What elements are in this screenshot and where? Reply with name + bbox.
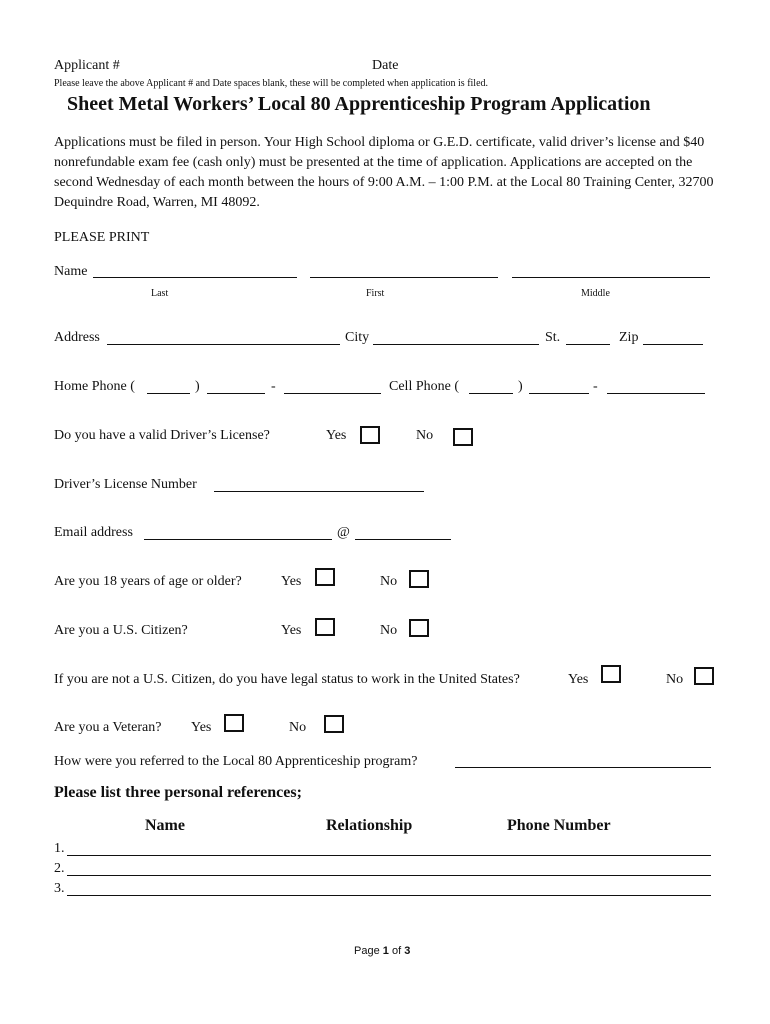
state-field[interactable] [566, 344, 610, 345]
last-caption: Last [151, 288, 169, 299]
please-print-label: PLEASE PRINT [54, 230, 150, 245]
license-number-label: Driver’s License Number [54, 477, 197, 492]
references-col-phone: Phone Number [507, 817, 611, 834]
age-no-label: No [380, 574, 398, 589]
veteran-no-label: No [289, 720, 307, 735]
citizen-yes-checkbox[interactable] [315, 618, 335, 636]
citizen-no-label: No [380, 623, 398, 638]
references-heading: Please list three personal references; [54, 784, 302, 801]
citizen-question: Are you a U.S. Citizen? [54, 623, 188, 638]
veteran-question: Are you a Veteran? [54, 720, 162, 735]
page-prefix: Page [354, 945, 380, 957]
drivers-license-question: Do you have a valid Driver’s License? [54, 428, 270, 443]
intro-paragraph: Applications must be filed in person. Your High School diploma or G.E.D. certificate, valid driver’s license and $40 nonrefundable exam fee (cash only) must be presented at the time of application. Applications are accepted on the second Wednesday of each month between the hours of 9:00 A.M. – 1:00 P.M. at the Local 80 Training Center, 32700 Dequindre Road, Warren, MI 48092. [54, 135, 714, 210]
date-label: Date [372, 58, 399, 73]
references-col-relationship: Relationship [326, 817, 413, 834]
citizen-yes-label: Yes [281, 623, 302, 638]
home-area-code-field[interactable] [147, 393, 190, 394]
age-no-checkbox[interactable] [409, 570, 429, 588]
page-of: of [391, 945, 402, 957]
city-field[interactable] [373, 344, 539, 345]
home-phone-label: Home Phone ( [54, 379, 135, 394]
legal-status-question: If you are not a U.S. Citizen, do you have legal status to work in the United States? [54, 672, 520, 687]
cell-phone-label: Cell Phone ( [389, 379, 459, 394]
reference-row-field[interactable] [67, 875, 711, 876]
drivers-license-yes-checkbox[interactable] [360, 426, 380, 444]
address-field[interactable] [107, 344, 340, 345]
zip-label: Zip [619, 330, 639, 345]
page-title: Sheet Metal Workers’ Local 80 Apprenticeship Program Application [67, 93, 651, 115]
header-note: Please leave the above Applicant # and Date spaces blank, these will be completed when application is filed. [54, 78, 489, 89]
legal-status-yes-label: Yes [568, 672, 589, 687]
legal-status-no-checkbox[interactable] [694, 667, 714, 685]
referral-field[interactable] [455, 767, 711, 768]
zip-field[interactable] [643, 344, 703, 345]
first-caption: First [366, 288, 385, 299]
email-label: Email address [54, 525, 133, 540]
middle-caption: Middle [581, 288, 610, 299]
legal-status-yes-checkbox[interactable] [601, 665, 621, 683]
home-line-field[interactable] [284, 393, 381, 394]
page-footer [354, 945, 410, 957]
cell-line-field[interactable] [607, 393, 705, 394]
drivers-license-no-checkbox[interactable] [453, 428, 473, 446]
referral-question: How were you referred to the Local 80 Apprenticeship program? [54, 754, 418, 769]
cell-prefix-field[interactable] [529, 393, 589, 394]
age-yes-checkbox[interactable] [315, 568, 335, 586]
email-at-sign: @ [337, 525, 350, 540]
reference-row-number: 2. [54, 861, 65, 876]
legal-status-no-label: No [666, 672, 684, 687]
name-label: Name [54, 264, 88, 279]
references-col-name: Name [145, 817, 185, 834]
age-question: Are you 18 years of age or older? [54, 574, 242, 589]
veteran-yes-checkbox[interactable] [224, 714, 244, 732]
applicant-number-label: Applicant # [54, 58, 120, 73]
reference-row-field[interactable] [67, 855, 711, 856]
reference-row-field[interactable] [67, 895, 711, 896]
page-total: 3 [404, 945, 411, 957]
address-label: Address [54, 330, 100, 345]
cell-area-code-field[interactable] [469, 393, 513, 394]
veteran-no-checkbox[interactable] [324, 715, 344, 733]
home-paren-close: ) [195, 379, 200, 394]
age-yes-label: Yes [281, 574, 302, 589]
page-number: 1 [382, 945, 389, 957]
license-number-field[interactable] [214, 491, 424, 492]
first-name-field[interactable] [310, 277, 498, 278]
city-label: City [345, 330, 370, 345]
drivers-license-no-label: No [416, 428, 434, 443]
home-dash: - [271, 379, 276, 394]
reference-row-number: 1. [54, 841, 65, 856]
drivers-license-yes-label: Yes [326, 428, 347, 443]
veteran-yes-label: Yes [191, 720, 212, 735]
email-user-field[interactable] [144, 539, 332, 540]
email-domain-field[interactable] [355, 539, 451, 540]
last-name-field[interactable] [93, 277, 297, 278]
middle-name-field[interactable] [512, 277, 710, 278]
home-prefix-field[interactable] [207, 393, 265, 394]
state-label: St. [545, 330, 561, 345]
reference-row-number: 3. [54, 881, 65, 896]
cell-dash: - [593, 379, 598, 394]
cell-paren-close: ) [518, 379, 523, 394]
citizen-no-checkbox[interactable] [409, 619, 429, 637]
